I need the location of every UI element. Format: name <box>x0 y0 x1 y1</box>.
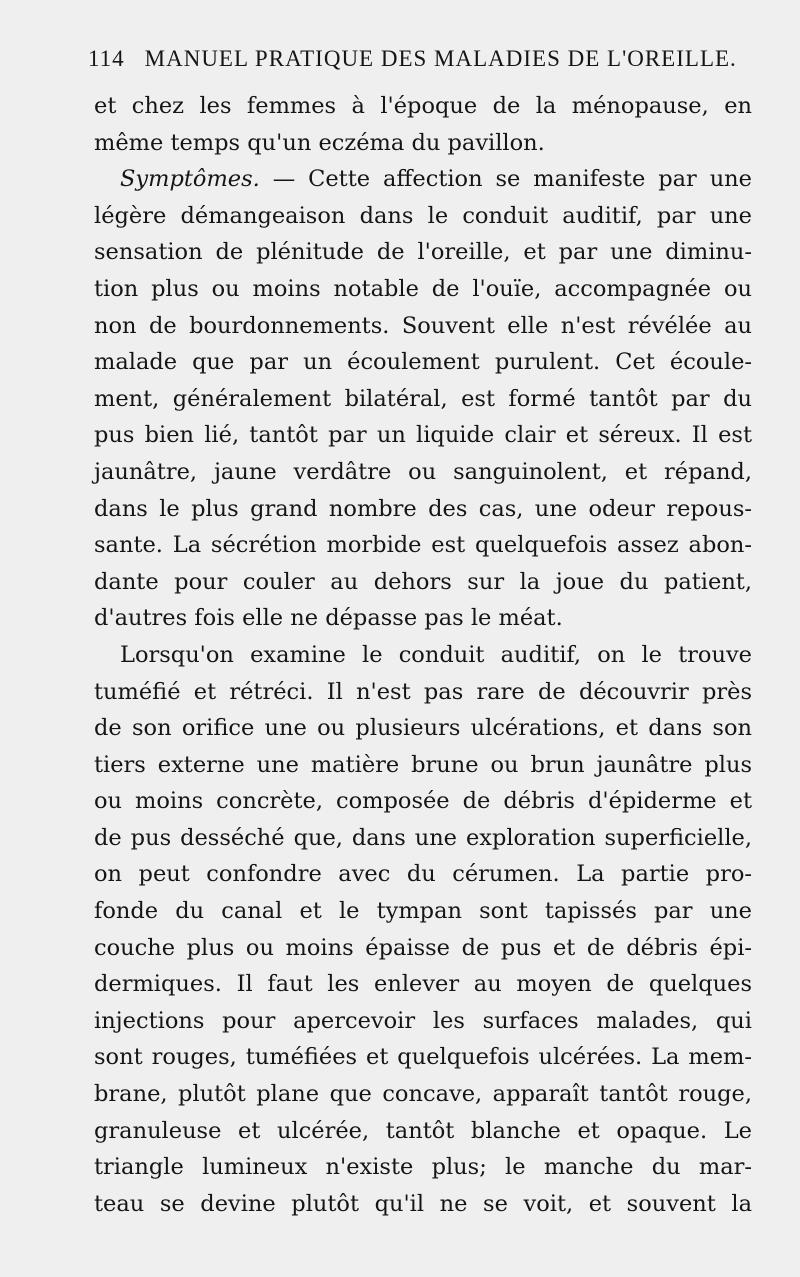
text-line: sensation de plénitude de l'oreille, et par une diminu- <box>94 239 752 266</box>
body-text <box>94 88 752 1222</box>
text-line: légère démangeaison dans le conduit auditif, par une <box>94 202 752 229</box>
text-line: ment, généralement bilatéral, est formé tantôt par du <box>94 385 752 412</box>
running-head <box>88 46 737 80</box>
text-line: tuméfié et rétréci. Il n'est pas rare de découvrir près <box>94 678 752 705</box>
text-line: brane, plutôt plane que concave, apparaît tantôt rouge, <box>94 1081 752 1108</box>
text-line: granuleuse et ulcérée, tantôt blanche et opaque. Le <box>94 1117 752 1144</box>
text-line: sante. La sécrétion morbide est quelquefois assez abon- <box>94 532 752 559</box>
section-heading: Symptômes. <box>120 166 260 193</box>
text-line: et chez les femmes à l'époque de la ménopause, en <box>94 93 752 119</box>
text-line: même temps qu'un eczéma du pavillon. <box>94 129 545 156</box>
text-line: sont rouges, tuméfiées et quelquefois ulcérées. La mem- <box>94 1044 752 1071</box>
text-line: dermiques. Il faut les enlever au moyen de quelques <box>94 971 752 998</box>
text-line: tion plus ou moins notable de l'ouïe, accompagnée ou <box>94 275 752 302</box>
text-line: on peut confondre avec du cérumen. La partie pro- <box>94 861 752 888</box>
text-line: de son orifice une ou plusieurs ulcérations, et dans son <box>94 715 752 742</box>
text-line <box>94 161 752 198</box>
text-line: jaunâtre, jaune verdâtre ou sanguinolent, et répand, <box>94 458 752 485</box>
text-line: d'autres fois elle ne dépasse pas le méat. <box>94 605 563 632</box>
text-line: triangle lumineux n'existe plus; le manche du mar- <box>94 1154 752 1181</box>
text-line: injections pour apercevoir les surfaces malades, qui <box>94 1007 752 1034</box>
text-line: fonde du canal et le tympan sont tapissés par une <box>94 898 752 925</box>
text-line: pus bien lié, tantôt par un liquide clair et séreux. Il est <box>94 422 752 449</box>
text-line: tiers externe une matière brune ou brun jaunâtre plus <box>94 751 752 778</box>
page-number: 114 <box>88 46 125 71</box>
text-line: de pus desséché que, dans une exploration superficielle, <box>94 824 752 851</box>
text-line: ou moins concrète, composée de débris d'épiderme et <box>94 788 752 815</box>
text-line: malade que par un écoulement purulent. Cet écoule- <box>94 349 752 376</box>
text-line: Lorsqu'on examine le conduit auditif, on le trouve <box>120 641 752 668</box>
text-line: dans le plus grand nombre des cas, une odeur repous- <box>94 495 752 522</box>
text-line: teau se devine plutôt qu'il ne se voit, et souvent la <box>94 1190 752 1217</box>
text-fragment: — Cette affection se manifeste par une <box>259 166 752 193</box>
running-title: MANUEL PRATIQUE DES MALADIES DE L'OREILLE. <box>144 46 737 71</box>
text-line: dante pour couler au dehors sur la joue du patient, <box>94 568 752 595</box>
text-line: couche plus ou moins épaisse de pus et de débris épi- <box>94 934 752 961</box>
text-line: non de bourdonnements. Souvent elle n'est révélée au <box>94 312 752 339</box>
